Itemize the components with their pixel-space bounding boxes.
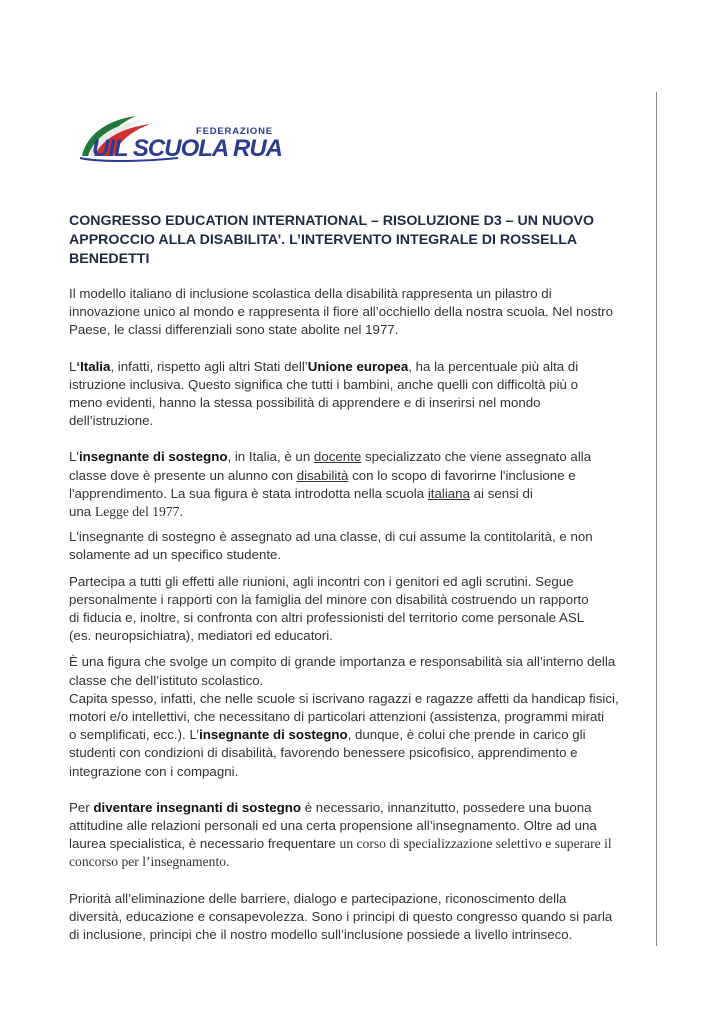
text-run: l'apprendimento. La sua figura è stata introdotta nella scuola [69, 485, 428, 501]
paragraph-8 [69, 890, 659, 945]
bold-insegnante-sostegno: insegnante di sostegno [78, 449, 228, 465]
text-line: (es. neuropsichiatra), mediatori ed educatori. [69, 628, 333, 644]
text-line-serif: concorso per l’insegnamento. [69, 854, 230, 870]
paragraph-1 [69, 285, 659, 340]
text-line: L'insegnante di sostegno è assegnato ad una classe, di cui assume la contitolarità, e non [69, 529, 593, 545]
bold-unione-europea: Unione europea [307, 358, 409, 374]
logo-name-text: UIL SCUOLA RUA [92, 135, 282, 162]
logo-federazione-text: FEDERAZIONE [196, 126, 273, 137]
text-run: laurea specialistica, è necessario frequentare [69, 836, 340, 852]
article-title: CONGRESSO EDUCATION INTERNATIONAL – RISOLUZIONE D3 – UN NUOVO APPROCCIO ALLA DISABILITA’. L’INTERVENTO INTEGRALE DI ROSSELLA BENEDETTI [69, 213, 594, 267]
text-line: meno evidenti, hanno la stessa possibilità di apprendere e di inserirsi nel mondo [69, 395, 541, 411]
text-run: una [69, 504, 95, 520]
paragraph-5 [69, 573, 659, 646]
text-run: è necessario, innanzitutto, possedere una buona [301, 799, 592, 815]
text-line: integrazione con i compagni. [69, 763, 239, 779]
text-run: con lo scopo di favorirne l'inclusione e [348, 467, 576, 483]
bold-diventare-insegnanti: diventare insegnanti di sostegno [93, 799, 302, 815]
uil-scuola-rua-logo [78, 112, 288, 164]
text-run-legge: Legge del 1977. [94, 504, 183, 520]
paragraph-7 [69, 799, 659, 872]
text-line: istruzione inclusiva. Questo significa che tutti i bambini, anche quelli con difficoltà più o [69, 376, 579, 392]
link-italiana[interactable]: italiana [427, 485, 470, 501]
text-line: classe che dell’istituto scolastico. [69, 672, 264, 688]
text-line: Il modello italiano di inclusione scolastica della disabilità rappresenta un pilastro di [69, 286, 552, 301]
text-line: di fiducia e, inoltre, si confronta con altri professionisti del territorio come personale ASL [69, 610, 585, 626]
text-line: dell’istruzione. [69, 413, 154, 429]
text-run: , infatti, rispetto agli altri Stati dell’ [110, 358, 308, 374]
paragraph-6 [69, 653, 659, 780]
text-run: , ha la percentuale più alta di [408, 358, 579, 374]
text-run: Per [69, 799, 94, 815]
article-body [69, 285, 659, 944]
link-disabilita[interactable]: disabilità [296, 467, 349, 483]
text-run: specializzato che viene assegnato alla [361, 449, 592, 465]
text-line: motori e/o intellettivi, che necessitano di particolari attenzioni (assistenza, programmi mirati [69, 709, 605, 725]
paragraph-3 [69, 448, 659, 521]
text-line: diversità, educazione e consapevolezza. Sono i principi di questo congresso quando si parla [69, 908, 613, 924]
text-line: Paese, le classi differenziali sono state abolite nel 1977. [69, 322, 399, 338]
text-line: Capita spesso, infatti, che nelle scuole si iscrivano ragazzi e ragazze affetti da handicap fisici, [69, 690, 619, 706]
text-run: L [69, 358, 77, 374]
bold-italia: ‘Italia [76, 358, 111, 374]
paragraph-2 [69, 358, 659, 431]
text-run: , in Italia, è un [227, 449, 314, 465]
paragraph-4 [69, 528, 659, 564]
bold-insegnante-sostegno: insegnante di sostegno [199, 727, 348, 743]
text-run: o semplificati, ecc.). L’ [69, 727, 200, 743]
text-run: , dunque, è colui che prende in carico gli [347, 727, 586, 743]
text-line: personalmente i rapporti con la famiglia del minore con disabilità costruendo un rapporto [69, 591, 589, 607]
link-docente[interactable]: docente [313, 449, 362, 465]
text-line: È una figura che svolge un compito di grande importanza e responsabilità sia all’interno della [69, 654, 616, 670]
text-run: L' [69, 449, 79, 465]
text-run-serif: un corso di specializzazione selettivo e superare il [339, 836, 612, 852]
text-line: Partecipa a tutti gli effetti alle riunioni, agli incontri con i genitori ed agli scrutini. Segue [69, 573, 574, 589]
text-line: di inclusione, principi che il nostro modello sull’inclusione possiede a livello intrinseco. [69, 927, 573, 943]
text-line: solamente ad un specifico studente. [69, 547, 282, 563]
text-line: innovazione unico al mondo e rappresenta il fiore all’occhiello della nostra scuola. Nel nostro [69, 304, 614, 320]
text-run: classe dove è presente un alunno con [69, 467, 297, 483]
text-line: Priorità all’eliminazione delle barriere, dialogo e partecipazione, riconoscimento della [69, 890, 567, 906]
text-line: attitudine alle relazioni personali ed una certa propensione all’insegnamento. Oltre ad una [69, 818, 597, 834]
text-line: studenti con condizioni di disabilità, favorendo benessere psicofisico, apprendimento e [69, 745, 578, 761]
text-run: ai sensi di [469, 485, 533, 501]
